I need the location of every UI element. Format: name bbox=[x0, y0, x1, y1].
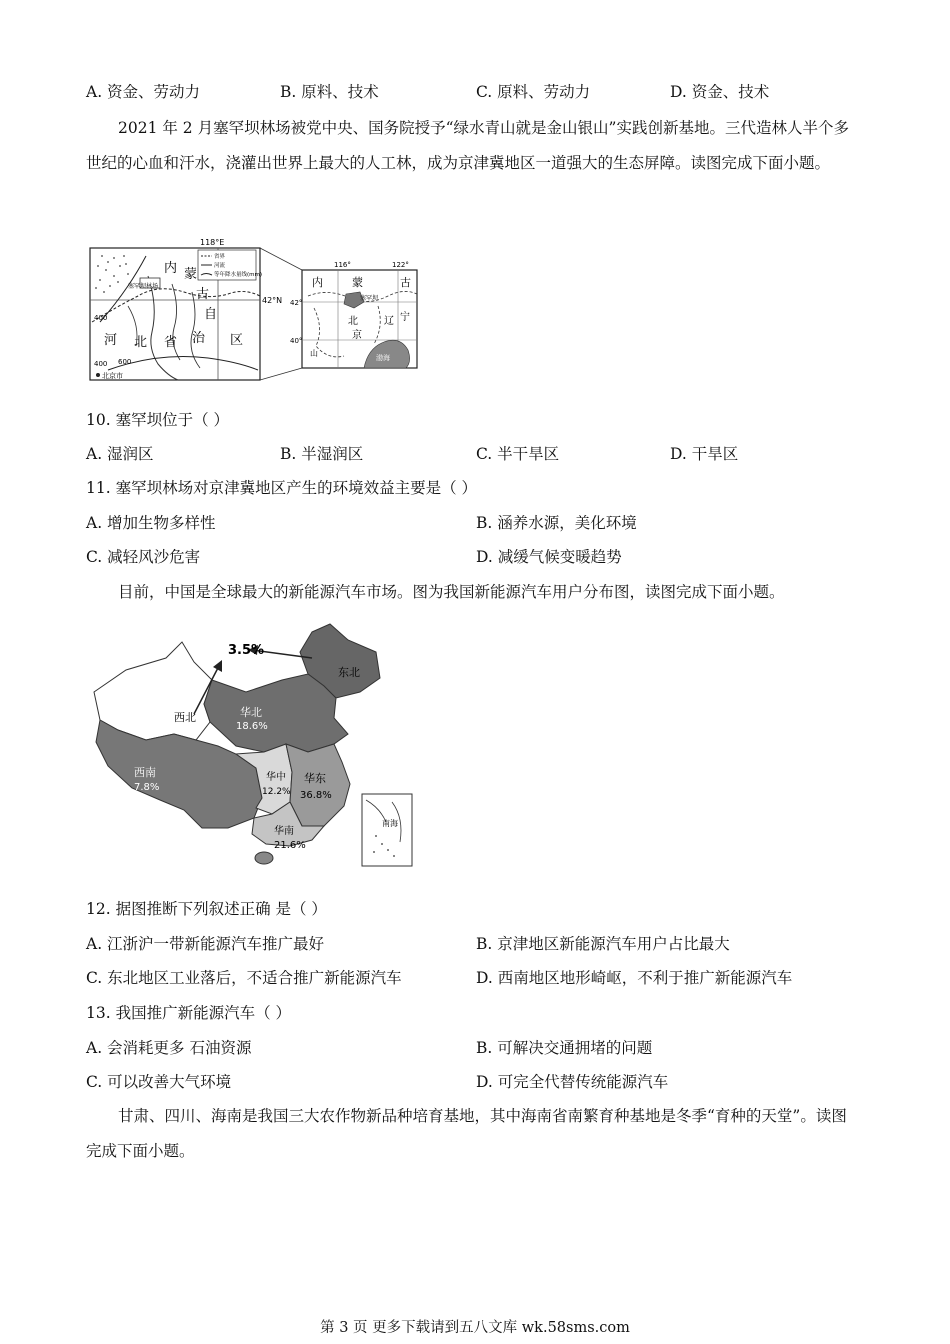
q13-stem: 13. 我国推广新能源汽车（ ） bbox=[86, 1004, 292, 1022]
north-name-label: 华北 bbox=[240, 706, 262, 719]
passage-saihanba: 2021 年 2 月塞罕坝林场被党中央、国务院授予“绿水青山就是金山银山”实践创新基地。三代造林人半个多世纪的心血和汗水，浇灌出世界上最大的人工林，成为京津冀地区一道强大的生态屏障。读图完成下面小题。 bbox=[86, 119, 849, 172]
q11-option-d: D. 减缓气候变暖趋势 bbox=[476, 548, 622, 566]
q12-stem: 12. 据图推断下列叙述正确 是（ ） bbox=[86, 900, 327, 918]
map1-char-he: 河 bbox=[104, 333, 118, 348]
q9-option-d: D. 资金、技术 bbox=[670, 83, 770, 101]
lon-118-label: 118°E bbox=[200, 238, 225, 247]
nev-distribution-map bbox=[86, 622, 416, 872]
hainan-island bbox=[255, 852, 273, 864]
lat-40-right-label: 40° bbox=[290, 337, 303, 345]
map1-char-gu: 古 bbox=[196, 287, 210, 302]
map1-char-bei: 北 bbox=[134, 335, 148, 350]
east-name-label: 华东 bbox=[304, 772, 326, 785]
q12-option-d: D. 西南地区地形崎岖，不利于推广新能源汽车 bbox=[476, 969, 793, 987]
lat-42-right-label: 42° bbox=[290, 299, 303, 307]
region-northwest bbox=[94, 642, 212, 740]
east-share-label: 36.8% bbox=[300, 790, 332, 801]
northwest-share-label: 3.5% bbox=[228, 643, 265, 658]
north-share-label: 18.6% bbox=[236, 721, 268, 732]
central-name-label: 华中 bbox=[266, 772, 286, 783]
map1b-char-jing: 京 bbox=[352, 330, 362, 341]
lon-116-label: 116° bbox=[334, 261, 351, 269]
q12-option-b: B. 京津地区新能源汽车用户占比最大 bbox=[476, 935, 730, 953]
q10-option-c: C. 半干旱区 bbox=[476, 445, 560, 463]
lon-122-label: 122° bbox=[392, 261, 409, 269]
saihanba-detail-map bbox=[90, 238, 282, 380]
q12-option-a: A. 江浙沪一带新能源汽车推广最好 bbox=[86, 935, 325, 953]
southwest-name-label: 西南 bbox=[134, 766, 156, 779]
page-footer: 第 3 页 更多下载请到五八文库 wk.58sms.com bbox=[320, 1320, 630, 1336]
northeast-name-label: 东北 bbox=[338, 666, 360, 679]
saihanba-forest-label: 塞罕坝林场 bbox=[128, 283, 159, 290]
q10-stem: 10. 塞罕坝位于（ ） bbox=[86, 411, 230, 429]
q9-option-a: A. 资金、劳动力 bbox=[86, 83, 201, 101]
passage-nev: 目前，中国是全球最大的新能源汽车市场。图为我国新能源汽车用户分布图，读图完成下面小题。 bbox=[118, 583, 785, 601]
q13-option-a: A. 会消耗更多 石油资源 bbox=[86, 1039, 252, 1057]
q10-option-b: B. 半湿润区 bbox=[280, 445, 364, 463]
central-share-label: 12.2% bbox=[262, 787, 291, 797]
map1b-char-bei: 北 bbox=[348, 316, 358, 327]
southwest-share-label: 7.8% bbox=[134, 782, 160, 793]
bohai-label: 渤海 bbox=[376, 354, 390, 362]
q13-option-b: B. 可解决交通拥堵的问题 bbox=[476, 1039, 653, 1057]
map1b-char-gu: 古 bbox=[400, 276, 411, 289]
q12-option-c: C. 东北地区工业落后，不适合推广新能源汽车 bbox=[86, 969, 402, 987]
legend-province-border: 省界 bbox=[214, 254, 226, 260]
map1-char-zhi: 治 bbox=[192, 331, 206, 346]
map1b-char-meng: 蒙 bbox=[352, 276, 363, 289]
q11-option-a: A. 增加生物多样性 bbox=[86, 514, 216, 532]
q10-option-a: A. 湿润区 bbox=[86, 445, 154, 463]
saihanba-locator-label: 塞罕坝 bbox=[360, 295, 379, 302]
map1-char-qu: 区 bbox=[230, 333, 244, 348]
contour-value-600: 600 bbox=[118, 358, 132, 366]
map1-char-meng: 蒙 bbox=[184, 267, 198, 282]
q9-option-c: C. 原料、劳动力 bbox=[476, 83, 591, 101]
south-share-label: 21.6% bbox=[274, 840, 306, 851]
saihanba-locator-map bbox=[290, 261, 417, 368]
q10-option-d: D. 干旱区 bbox=[670, 445, 739, 463]
passage-breeding: 甘肃、四川、海南是我国三大农作物新品种培育基地，其中海南省南繁育种基地是冬季“育种的天堂”。读图完成下面小题。 bbox=[86, 1107, 847, 1160]
map1-char-sheng: 省 bbox=[164, 335, 178, 350]
q13-option-c: C. 可以改善大气环境 bbox=[86, 1073, 232, 1091]
map1b-char-nei: 内 bbox=[312, 276, 323, 289]
q11-option-b: B. 涵养水源，美化环境 bbox=[476, 514, 637, 532]
map1b-char-shan: 山 bbox=[310, 349, 318, 358]
q11-stem: 11. 塞罕坝林场对京津冀地区产生的环境效益主要是（ ） bbox=[86, 479, 478, 497]
map1-char-zi: 自 bbox=[204, 307, 218, 322]
south-china-sea-inset bbox=[362, 794, 412, 866]
lat-42-label: 42°N bbox=[262, 296, 283, 305]
map1b-char-liao: 辽 bbox=[384, 316, 394, 327]
northwest-name-label: 西北 bbox=[174, 711, 196, 724]
contour-value-400-a: 400 bbox=[94, 314, 108, 322]
legend-river: 河流 bbox=[214, 263, 226, 269]
q13-option-d: D. 可完全代替传统能源汽车 bbox=[476, 1073, 669, 1091]
q9-option-b: B. 原料、技术 bbox=[280, 83, 379, 101]
beijing-label: 北京市 bbox=[102, 372, 123, 380]
map1b-char-ning: 宁 bbox=[400, 312, 410, 323]
south-name-label: 华南 bbox=[274, 826, 294, 837]
q11-option-c: C. 减轻风沙危害 bbox=[86, 548, 201, 566]
inset-label: 南海 bbox=[382, 819, 398, 828]
saihanba-map bbox=[88, 236, 420, 384]
legend-precip-line: 等年降水量线(mm) bbox=[214, 272, 263, 278]
contour-value-400-b: 400 bbox=[94, 360, 108, 368]
map1-char-nei: 内 bbox=[164, 261, 178, 276]
